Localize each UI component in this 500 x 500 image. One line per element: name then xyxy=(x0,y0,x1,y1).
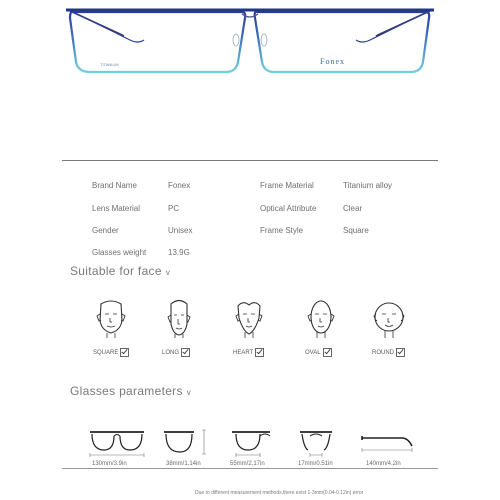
spec-value: Square xyxy=(343,226,369,235)
face-label: ROUND xyxy=(372,349,394,356)
spec-value: Titanium alloy xyxy=(343,181,393,190)
hero-glasses-image xyxy=(60,0,440,88)
section-title-text: Suitable for face xyxy=(70,264,162,278)
divider xyxy=(62,160,438,161)
checkbox-checked-icon[interactable] xyxy=(323,348,332,357)
checkbox-checked-icon[interactable] xyxy=(396,348,405,357)
param-label: 130mm/3.9in xyxy=(92,461,127,467)
spec-label: Frame Material xyxy=(260,181,314,190)
spec-label: Brand Name xyxy=(92,181,137,190)
param-label: 55mm/2.17in xyxy=(230,461,265,467)
spec-label: Frame Style xyxy=(260,226,304,235)
lens-height-icon xyxy=(160,426,210,458)
lens-width-icon xyxy=(230,428,274,458)
temple-print: TITANIUM xyxy=(100,62,119,67)
face-label: LONG xyxy=(162,349,180,356)
heart-face-icon xyxy=(233,298,265,338)
face-option-oval[interactable] xyxy=(305,348,332,357)
face-option-square[interactable] xyxy=(93,348,129,357)
divider xyxy=(62,468,438,469)
face-label: OVAL xyxy=(305,349,321,356)
long-face-icon xyxy=(163,298,195,338)
section-title-text: Glasses parameters xyxy=(70,384,183,398)
spec-value: 13.9G xyxy=(168,248,190,257)
face-option-round[interactable] xyxy=(372,348,405,357)
face-label: SQUARE xyxy=(93,349,119,356)
param-label: 17mm/0.51in xyxy=(298,461,333,467)
spec-value: PC xyxy=(168,204,180,213)
checkbox-checked-icon[interactable] xyxy=(181,348,190,357)
square-face-icon xyxy=(95,298,127,338)
frame-brand-print: Fonex xyxy=(320,57,345,66)
round-face-icon xyxy=(373,298,405,338)
suitable-for-face-heading xyxy=(70,264,170,278)
spec-label: Optical Attribute xyxy=(260,204,317,213)
spec-value: Fonex xyxy=(168,181,191,190)
checkbox-checked-icon[interactable] xyxy=(120,348,129,357)
oval-face-icon xyxy=(305,298,337,338)
checkbox-checked-icon[interactable] xyxy=(255,348,264,357)
spec-label: Lens Material xyxy=(92,204,141,213)
spec-value: Clear xyxy=(343,204,363,213)
face-label: HEART xyxy=(233,349,254,356)
measurement-note: Due to different measurement methods,there exist 1-3mm(0.04-0.12in) error xyxy=(195,490,364,496)
spec-label: Glasses weight xyxy=(92,248,147,257)
face-option-heart[interactable] xyxy=(233,348,264,357)
spec-value: Unisex xyxy=(168,226,193,235)
frame-width-icon xyxy=(86,428,148,458)
param-label: 140mm/4.2in xyxy=(366,461,401,467)
temple-length-icon xyxy=(360,432,414,454)
glasses-parameters-heading xyxy=(70,384,191,398)
param-label: 38mm/1.14in xyxy=(166,461,201,467)
chevron-down-icon: v xyxy=(165,268,171,277)
spec-label: Gender xyxy=(92,226,119,235)
bridge-width-icon xyxy=(298,428,334,458)
face-option-long[interactable] xyxy=(162,348,190,357)
chevron-down-icon: v xyxy=(186,388,192,397)
